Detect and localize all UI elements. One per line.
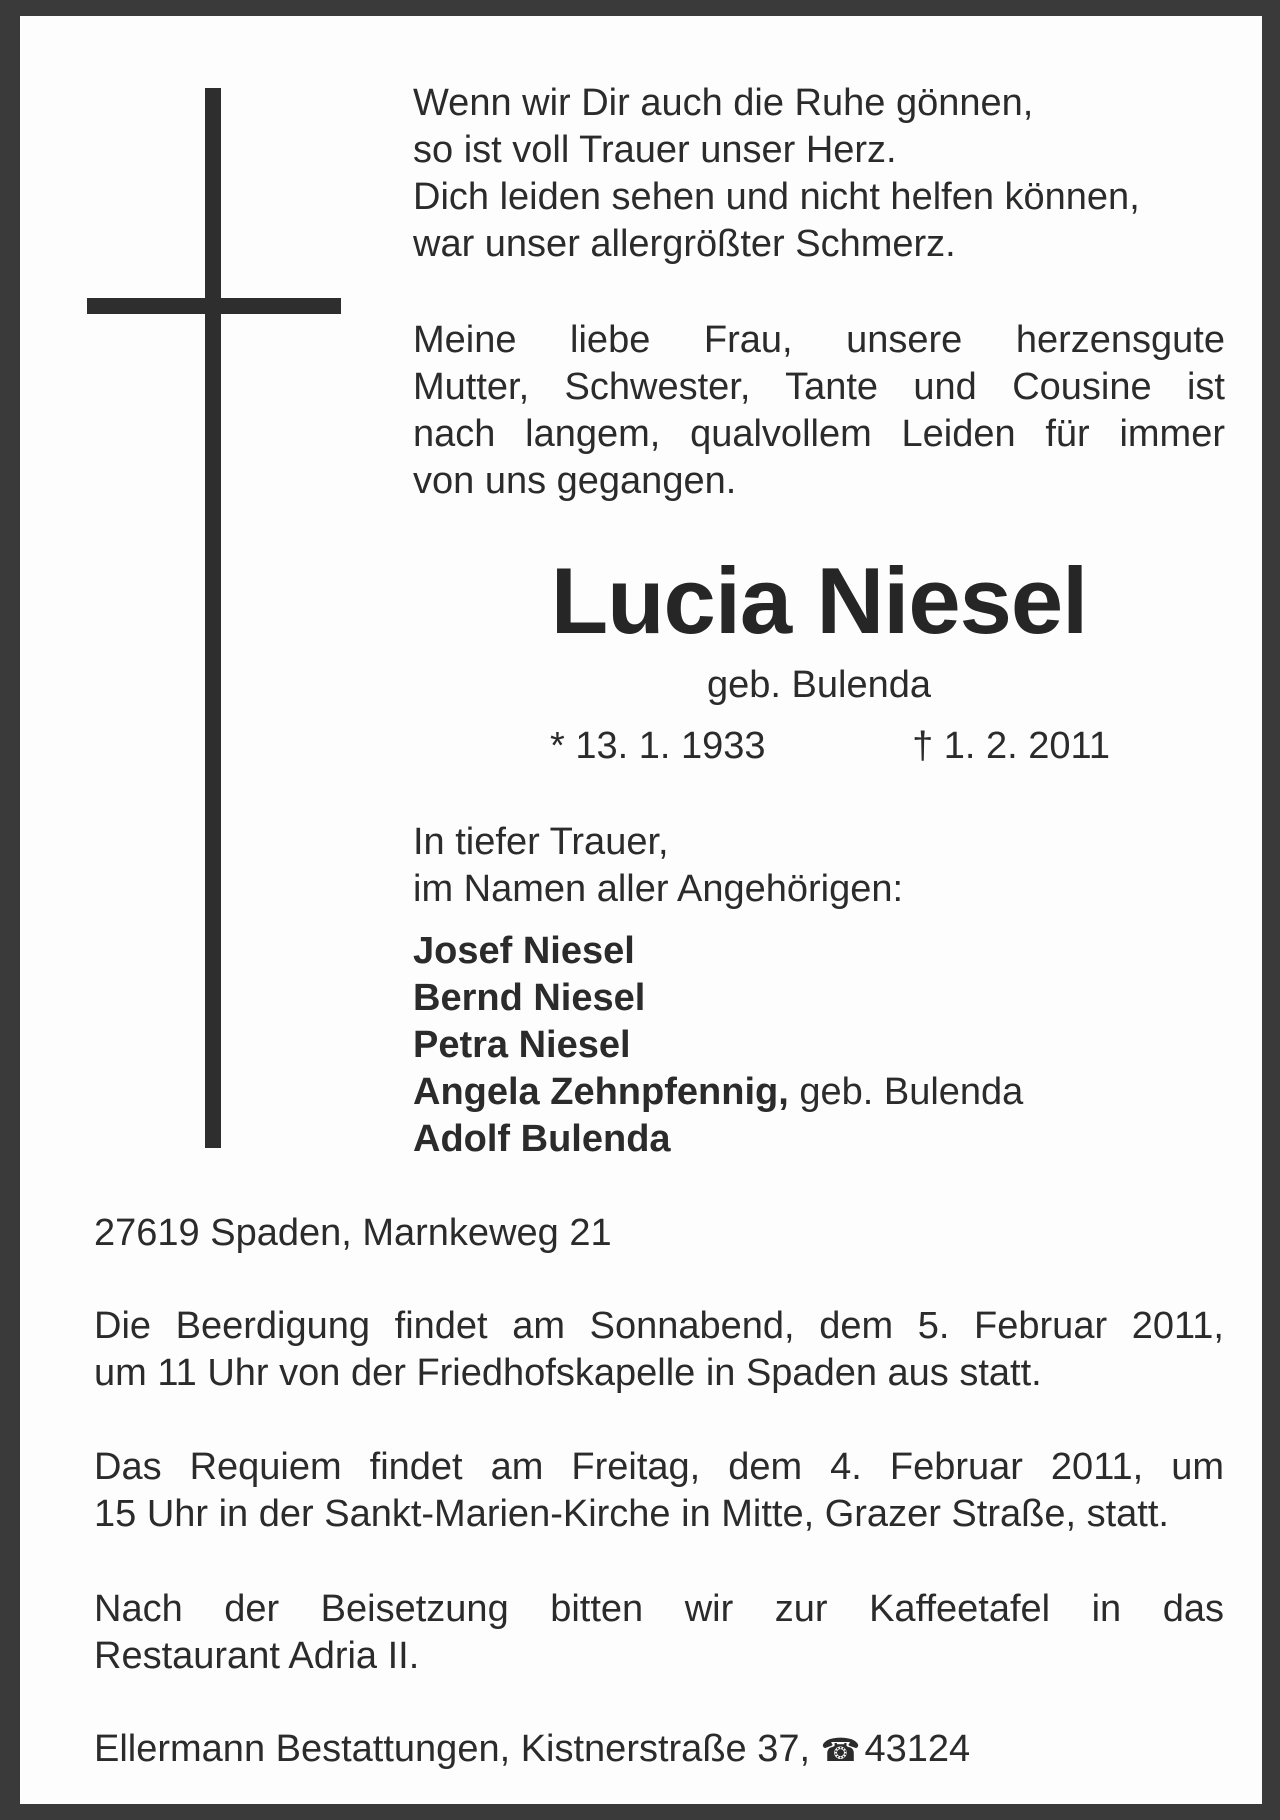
mourning-line: In tiefer Trauer, (413, 821, 669, 863)
relative-suffix: geb. Bulenda (788, 1071, 1024, 1113)
obituary-notice (20, 16, 1262, 1804)
coffee-info (94, 1586, 1224, 1680)
deceased-name: Lucia Niesel (550, 548, 1088, 653)
relative-name: Bernd Niesel (413, 977, 646, 1019)
undertaker-info (94, 1726, 1224, 1774)
phone-number: 43124 (864, 1728, 971, 1770)
funeral-line: um 11 Uhr von der Friedhofskapelle in Spaden aus statt. (94, 1352, 1042, 1394)
relative-name: Adolf Bulenda (413, 1118, 671, 1160)
cross-icon-crossbar (87, 298, 341, 314)
cross-icon (205, 88, 221, 1148)
announcement-line: von uns gegangen. (413, 460, 737, 502)
maiden-name: geb. Bulenda (707, 664, 931, 706)
phone-icon: ☎ (820, 1732, 861, 1768)
relative-item (413, 928, 1225, 975)
relative-name: Josef Niesel (413, 930, 635, 972)
requiem-line: Das Requiem findet am Freitag, dem 4. Februar 2011, um (94, 1446, 1224, 1488)
funeral-line: Die Beerdigung findet am Sonnabend, dem 5. Februar 2011, (94, 1305, 1224, 1347)
coffee-line: Restaurant Adria II. (94, 1635, 420, 1677)
poem-line: so ist voll Trauer unser Herz. (413, 129, 897, 171)
family-address: 27619 Spaden, Marnkeweg 21 (94, 1212, 612, 1254)
announcement-line: Mutter, Schwester, Tante und Cousine ist (413, 366, 1225, 408)
life-dates (550, 723, 1110, 770)
relative-item (413, 1116, 1225, 1163)
coffee-line: Nach der Beisetzung bitten wir zur Kaffeetafel in das (94, 1588, 1224, 1630)
poem-line: war unser allergrößter Schmerz. (413, 223, 956, 265)
relative-name: Petra Niesel (413, 1024, 631, 1066)
poem-line: Wenn wir Dir auch die Ruhe gönnen, (413, 82, 1034, 124)
mourning-line: im Namen aller Angehörigen: (413, 868, 904, 910)
relatives-list (413, 928, 1225, 1163)
undertaker-text: Ellermann Bestattungen, Kistnerstraße 37, (94, 1728, 811, 1770)
relative-name: Angela Zehnpfennig, (413, 1071, 789, 1113)
announcement-line: nach langem, qualvollem Leiden für immer (413, 413, 1225, 455)
mourning-intro (413, 819, 1225, 913)
poem-line: Dich leiden sehen und nicht helfen können, (413, 176, 1140, 218)
relative-item (413, 1069, 1225, 1116)
announcement-line: Meine liebe Frau, unsere herzensgute (413, 319, 1225, 361)
death-announcement (413, 317, 1225, 505)
death-date: † 1. 2. 2011 (912, 725, 1110, 767)
requiem-info (94, 1444, 1224, 1538)
requiem-line: 15 Uhr in der Sankt-Marien-Kirche in Mitte, Grazer Straße, statt. (94, 1493, 1169, 1535)
relative-item (413, 1022, 1225, 1069)
funeral-info (94, 1303, 1224, 1397)
birth-date: * 13. 1. 1933 (550, 725, 766, 767)
poem (413, 80, 1225, 268)
relative-item (413, 975, 1225, 1022)
